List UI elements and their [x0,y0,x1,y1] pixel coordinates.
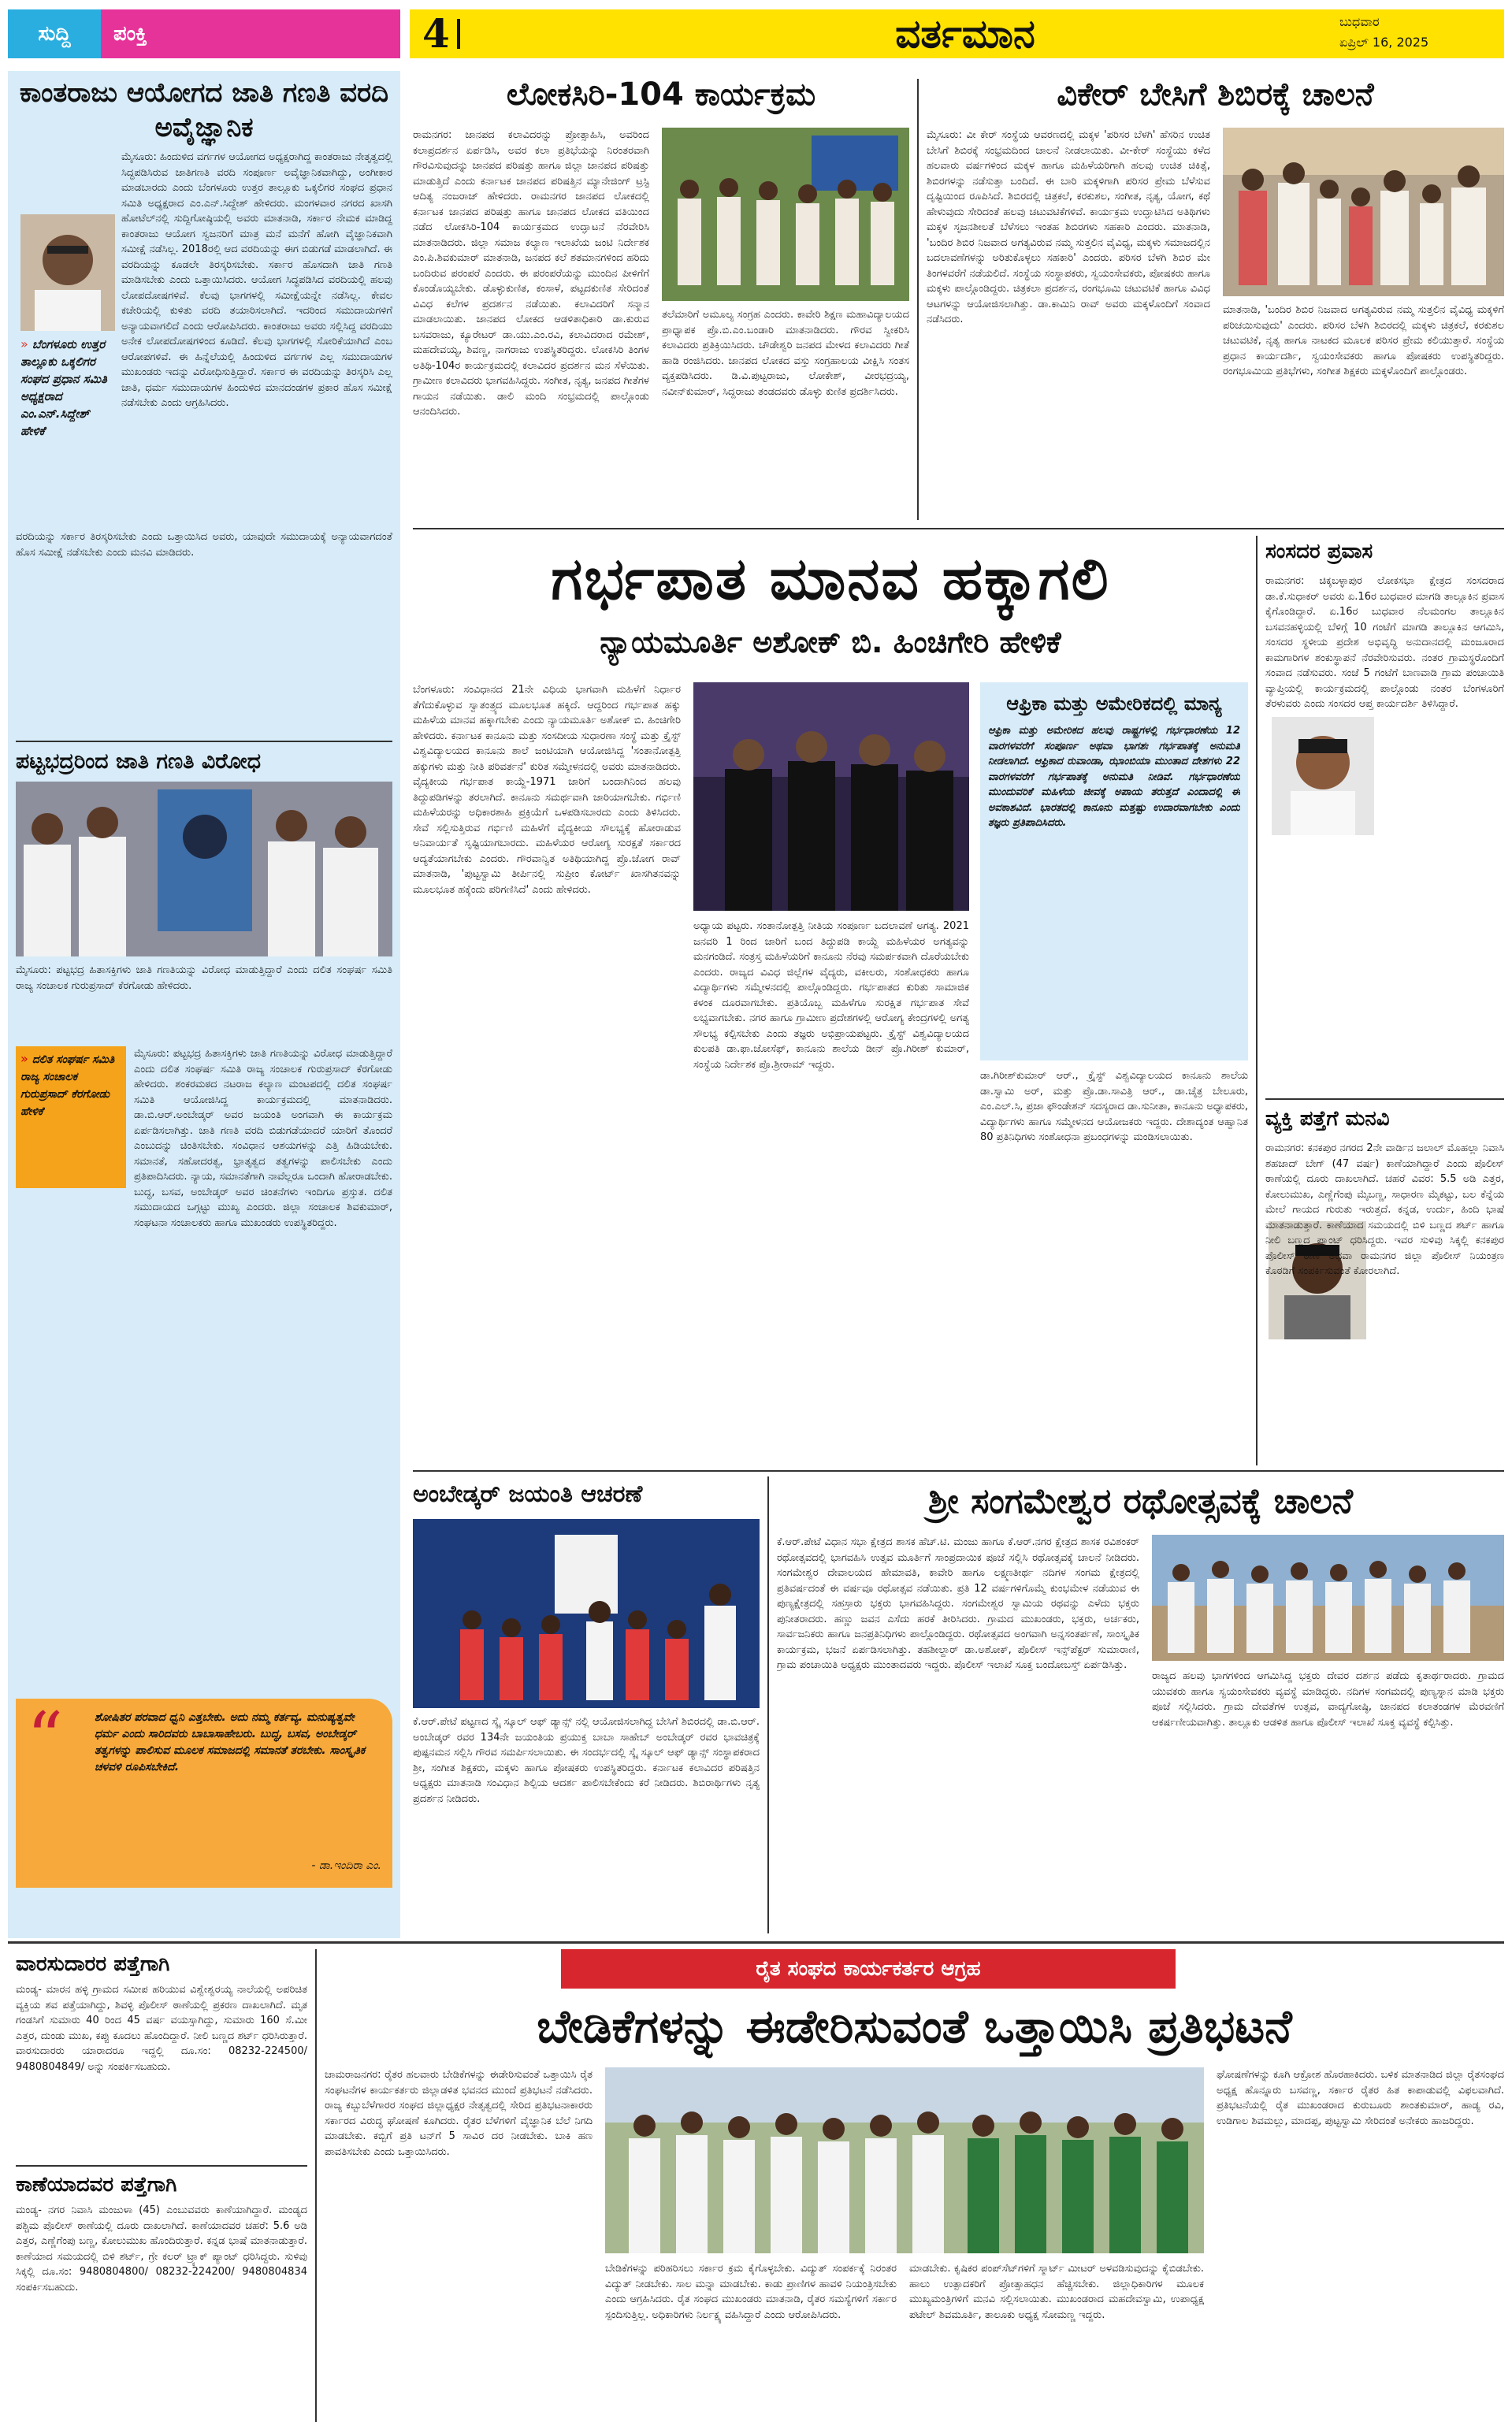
story-farmers [325,1949,1504,2422]
lokasiri-body: ರಾಮನಗರ: ಜಾನಪದ ಕಲಾವಿದರನ್ನು ಪ್ರೋತ್ಸಾಹಿಸಿ, ಅವರಿಂದ ಕಲಾಪ್ರದರ್ಶನ ಏರ್ಪಡಿಸಿ, ಅವರ ಕಲಾ ಪ್ರತಿಭೆಯನ್ನು ನಿರಂತರವಾಗಿ ಗೌರವಿಸುವುದನ್ನು ಜಾನಪದ ಪರಿಷತ್ತು ಹಾಗೂ ಜಿಲ್ಲಾ ಜಾನಪದ ಪರಿಷತ್ತು ಮಾಡುತ್ತಿದೆ ಎಂದು ಕರ್ನಾಟಕ ಜಾನಪದ ಪರಿಷತ್ತಿನ ಮ್ಯಾನೇಜಿಂಗ್ ಟ್ರಸ್ಟಿ ಆದಿತ್ಯ ನಂಜರಾಜ್ ಹೇಳಿದರು. ರಾಮನಗರ ಜಾನಪದ ಲೋಕದಲ್ಲಿ ಕರ್ನಾಟಕ ಜಾನಪದ ಪರಿಷತ್ತು ಹಾಗೂ ಜಾನಪದ ಲೋಕದ ವತಿಯಿಂದ ನಡೆದ ಲೋಕಸಿರಿ-104 ಕಾರ್ಯಕ್ರಮದ ಉದ್ಘಾಟನೆ ನೆರವೇರಿಸಿ ಮಾತನಾಡಿದರು. ಜಿಲ್ಲಾ ಸಮಾಜ ಕಲ್ಯಾಣ ಇಲಾಖೆಯ ಜಂಟಿ ನಿರ್ದೇಶಕ ಎಂ.ಪಿ.ಶಿವಕುಮಾರ್ ಮಾತನಾಡಿ, ಜನಪದ ಕಲೆ ಶತಮಾನಗಳಿಂದ ಹರಿದು ಬಂದಿರುವ ಪರಂಪರೆ ಎಂದರು. ಈ ಪರಂಪರೆಯನ್ನು ಮುಂದಿನ ಪೀಳಿಗೆಗೆ ಕೊಂಡೊಯ್ಯಬೇಕು. ಡೊಳ್ಳುಕುಣಿತ, ಕಂಸಾಳೆ, ಪಟ್ಟದಕುಣಿತ ಸೇರಿದಂತೆ ವಿವಿಧ ಕಲೆಗಳ ಪ್ರದರ್ಶನ ನಡೆಯಿತು. ಕಲಾವಿದರಿಗೆ ಸನ್ಮಾನ ಮಾಡಲಾಯಿತು. ಜಾನಪದ ಲೋಕದ ಆಡಳಿತಾಧಿಕಾರಿ ಡಾ.ಕುರುವ ಬಸವರಾಜು, ಕ್ಯೂರೇಟರ್ ಡಾ.ಯು.ಎಂ.ರವಿ, ಕಲಾವಿದರಾದ ರಮೇಶ್, ಮಹದೇವಯ್ಯ, ಶಿವಣ್ಣ, ನಾಗರಾಜು ಉಪಸ್ಥಿತರಿದ್ದರು. ಲೋಕಸಿರಿ ತಿಂಗಳ ಅತಿಥಿ-104ರ ಕಾರ್ಯಕ್ರಮದಲ್ಲಿ ಕಲಾವಿದರ ಪ್ರದರ್ಶನ ಮನ ಸೆಳೆಯಿತು. ಗ್ರಾಮೀಣ ಕಲಾವಿದರು ಭಾಗವಹಿಸಿದ್ದರು. ಸಂಗೀತ, ನೃತ್ಯ, ಜನಪದ ಗೀತೆಗಳ ಗಾಯನ ನಡೆಯಿತು. ಡಾಲಿ ಮಂದಿ ಸಂಭ್ರಮದಲ್ಲಿ ಪಾಲ್ಗೊಂಡು ಆನಂದಿಸಿದರು. [413,129,649,418]
kantharaju-photo [20,214,115,331]
sangameshwara-body-cont: ರಾಜ್ಯದ ಹಲವು ಭಾಗಗಳಿಂದ ಆಗಮಿಸಿದ್ದ ಭಕ್ತರು ದೇವರ ದರ್ಶನ ಪಡೆದು ಕೃತಾರ್ಥರಾದರು. ಗ್ರಾಮದ ಯುವಕರು ಹಾಗೂ ಸ್ವಯಂಸೇವಕರು ವ್ಯವಸ್ಥೆ ಮಾಡಿದ್ದರು. ನದಿಗಳ ಸಂಗಮದಲ್ಲಿ ಪುಣ್ಯಸ್ನಾನ ಮಾಡಿ ಭಕ್ತರು ಪೂಜೆ ಸಲ್ಲಿಸಿದರು. ಗ್ರಾಮ ದೇವತೆಗಳ ಉತ್ಸವ, ವಾದ್ಯಗೋಷ್ಠಿ, ಜಾನಪದ ಕಲಾತಂಡಗಳ ಮೆರವಣಿಗೆ ಆಕರ್ಷಣೀಯವಾಗಿತ್ತು. ತಾಲ್ಲೂಕು ಆಡಳಿತ ಹಾಗೂ ಪೊಲೀಸ್ ಇಲಾಖೆ ಸೂಕ್ತ ವ್ಯವಸ್ಥೆ ಕಲ್ಪಿಸಿತ್ತು. [1152,1670,1504,1729]
story-heirs [16,1949,307,2162]
masthead [0,0,1512,65]
story-kantharaju [16,76,392,737]
ambedkar-headline: ಅಂಬೇಡ್ಕರ್ ಜಯಂತಿ ಆಚರಣೆ [413,1480,643,1508]
abortion-body-3: ಡಾ.ಗಿರೀಶ್‌ಕುಮಾರ್ ಆರ್., ಕ್ರೈಸ್ಟ್ ವಿಶ್ವವಿದ್ಯಾಲಯದ ಕಾನೂನು ಶಾಲೆಯ ಡಾ.ಸ್ವಾಮಿ ಅರ್, ಮತ್ತು ಪ್ರೊ.ಡಾ.ಸಾವಿತ್ರಿ ಆರ್., ಡಾ.ಚೈತ್ರ ಬೇಲೂರು, ಎಂ.ಎಲ್.ಸಿ, ಪ್ರಜಾ ಫೌಂಡೇಶನ್ ಸದಸ್ಯರಾದ ಡಾ.ಸುನೀತಾ, ಕಾನೂನು ಅಧ್ಯಾಪಕರು, ವಿದ್ಯಾರ್ಥಿಗಳು ಹಾಗೂ ಸಮ್ಮೇಳನದ ಆಯೋಜಕರು ಇದ್ದರು. ದೇಶಾದ್ಯಂತ ಆಹ್ವಾನಿತ 80 ಪ್ರತಿನಿಧಿಗಳು ಸಂಶೋಧನಾ ಪ್ರಬಂಧಗಳನ್ನು ಮಂಡಿಸಲಾಯಿತು. [980,1070,1248,1143]
section-label-1: ಸುದ್ದಿ [8,9,101,58]
divider [8,1941,1504,1944]
story-vicar [927,71,1504,520]
farmers-body-1: ಚಾಮರಾಜನಗರ: ರೈತರ ಹಲವಾರು ಬೇಡಿಕೆಗಳನ್ನು ಈಡೇರಿಸುವಂತೆ ಒತ್ತಾಯಿಸಿ ರೈತ ಸಂಘಟನೆಗಳ ಕಾರ್ಯಕರ್ತರು ಜಿಲ್ಲಾಡಳಿತ ಭವನದ ಮುಂದೆ ಪ್ರತಿಭಟನೆ ನಡೆಸಿದರು. ರಾಜ್ಯ ಕಬ್ಬುಬೆಳೆಗಾರರ ಸಂಘದ ಜಿಲ್ಲಾಧ್ಯಕ್ಷರ ನೇತೃತ್ವದಲ್ಲಿ ಸೇರಿದ ಪ್ರತಿಭಟನಾಕಾರರು ಸರ್ಕಾರದ ವಿರುದ್ಧ ಘೋಷಣೆ ಕೂಗಿದರು. ರೈತರ ಬೆಳೆಗಳಿಗೆ ವೈಜ್ಞಾನಿಕ ಬೆಲೆ ನಿಗದಿ ಮಾಡಬೇಕು. ಕಬ್ಬಿಗೆ ಪ್ರತಿ ಟನ್‌ಗೆ 5 ಸಾವಿರ ದರ ನೀಡಬೇಕು. ಬಾಕಿ ಹಣ ಪಾವತಿಸಬೇಕು ಎಂದು ಒತ್ತಾಯಿಸಿದರು. [325,2069,593,2158]
sangameshwara-photo [1152,1535,1504,1661]
abortion-headline: ಗರ್ಭಪಾತ ಮಾನವ ಹಕ್ಕಾಗಲಿ [551,545,1110,613]
pattabhadra-body-a: ಮೈಸೂರು: ಪಟ್ಟಭದ್ರ ಹಿತಾಸಕ್ತಿಗಳು ಜಾತಿ ಗಣತಿಯನ್ನು ವಿರೋಧ ಮಾಡುತ್ತಿದ್ದಾರೆ ಎಂದು ದಲಿತ ಸಂಘರ್ಷ ಸಮಿತಿ ರಾಜ್ಯ ಸಂಚಾಲಕ ಗುರುಪ್ರಸಾದ್ ಕೆರಗೋಡು ಹೇಳಿದರು. [16,964,392,992]
abortion-body-2: ಅಧ್ಯಾಯ ಪಟ್ಟರು. ಸಂತಾನೋತ್ಪತ್ತಿ ನೀತಿಯ ಸಂಪೂರ್ಣ ಬದಲಾವಣೆ ಅಗತ್ಯ. 2021 ಜನವರಿ 1 ರಿಂದ ಜಾರಿಗೆ ಬಂದ ತಿದ್ದುಪಡಿ ಕಾಯ್ದೆ ಮಹಿಳೆಯರ ಅಗತ್ಯವನ್ನು ಮನಗಂಡಿದೆ. ಸಂತ್ರಸ್ತ ಮಹಿಳೆಯರಿಗೆ ಕಾನೂನು ನೆರವು ಸಮರ್ಪಕವಾಗಿ ದೊರೆಯಬೇಕು ಎಂದರು. ರಾಜ್ಯದ ವಿವಿಧ ಜಿಲ್ಲೆಗಳ ವೈದ್ಯರು, ವಕೀಲರು, ಸಂಶೋಧಕರು ಹಾಗೂ ವಿದ್ಯಾರ್ಥಿಗಳು ಸಮ್ಮೇಳನದಲ್ಲಿ ಪಾಲ್ಗೊಂಡಿದ್ದರು. ಗರ್ಭಪಾತದ ಕುರಿತು ಸಾಮಾಜಿಕ ಕಳಂಕ ದೂರವಾಗಬೇಕು. ಪ್ರತಿಯೊಬ್ಬ ಮಹಿಳೆಗೂ ಸುರಕ್ಷಿತ ಗರ್ಭಪಾತ ಸೇವೆ ಲಭ್ಯವಾಗಬೇಕು. ನಗರ ಹಾಗೂ ಗ್ರಾಮೀಣ ಪ್ರದೇಶಗಳಲ್ಲಿ ಆರೋಗ್ಯ ಕೇಂದ್ರಗಳಲ್ಲಿ ಅಗತ್ಯ ಸೌಲಭ್ಯ ಕಲ್ಪಿಸಬೇಕು ಎಂದು ತಜ್ಞರು ಅಭಿಪ್ರಾಯಪಟ್ಟರು. ಕ್ರೈಸ್ಟ್ ವಿಶ್ವವಿದ್ಯಾಲಯದ ಕುಲಪತಿ ಡಾ.ಫಾ.ಜೋಸೆಫ್, ಕಾನೂನು ಶಾಲೆಯ ಡೀನ್ ಪ್ರೊ.ಗಿರೀಶ್ ಕುಮಾರ್, ಸಂಸ್ಥೆಯ ನಿರ್ದೇಶಕ ಪ್ರೊ.ಶ್ರೀರಾಮ್ ಇದ್ದರು. [693,920,969,1071]
kantharaju-body: ಮೈಸೂರು: ಹಿಂದುಳಿದ ವರ್ಗಗಳ ಆಯೋಗದ ಅಧ್ಯಕ್ಷರಾಗಿದ್ದ ಕಾಂತರಾಜು ನೇತೃತ್ವದಲ್ಲಿ ಸಿದ್ಧಪಡಿಸಿರುವ ಜಾತಿಗಣತಿ ವರದಿ ಸಂಪೂರ್ಣ ಅವೈಜ್ಞಾನಿಕವಾಗಿದ್ದು, ಅಂಗೀಕಾರ ಮಾಡಬಾರದು ಎಂದು ಬೆಂಗಳೂರು ಉತ್ತರ ತಾಲ್ಲೂಕು ಒಕ್ಕಲಿಗರ ಸಂಘದ ಪ್ರಧಾನ ಸಮಿತಿ ಅಧ್ಯಕ್ಷರಾದ ಎಂ.ಎನ್.ಸಿದ್ದೇಶ್ ಹೇಳಿದರು. ಮಂಗಳವಾರ ನಗರದ ಖಾಸಗಿ ಹೋಟೆಲ್‌ನಲ್ಲಿ ಸುದ್ದಿಗೋಷ್ಠಿಯಲ್ಲಿ ಅವರು ಮಾತನಾಡಿ, ಸರ್ಕಾರ ನೇಮಕ ಮಾಡಿದ್ದ ಕಾಂತರಾಜು ಆಯೋಗ ಸ್ವಜನರಿಗೆ ಮಾತ್ರ ಮನೆ ಮನೆಗೆ ಹೋಗಿ ವೈಜ್ಞಾನಿಕವಾಗಿ ಸಮೀಕ್ಷೆ ನಡೆಸಿಲ್ಲ. 2018ರಲ್ಲಿ ಆದ ವರದಿಯನ್ನು ಈಗ ಬಿಡುಗಡೆ ಮಾಡಲಾಗಿದೆ. ಈ ವರದಿಯನ್ನು ಕೂಡಲೇ ತಿರಸ್ಕರಿಸಬೇಕು. ಸರ್ಕಾರ ಹೊಸದಾಗಿ ಜಾತಿ ಗಣತಿ ಮಾಡಿಸಬೇಕು ಎಂದು ಒತ್ತಾಯಿಸಿದರು. ಆಯೋಗ ಸಿದ್ಧಪಡಿಸಿದ ವರದಿಯಲ್ಲಿ ಹಲವು ಲೋಪದೋಷಗಳಿವೆ. ಕೆಲವು ಭಾಗಗಳಲ್ಲಿ ಸಮೀಕ್ಷೆಯನ್ನೇ ನಡೆಸಿಲ್ಲ. ಕೇವಲ ಕಚೇರಿಯಲ್ಲಿ ಕುಳಿತು ವರದಿ ತಯಾರಿಸಲಾಗಿದೆ. ಇದರಿಂದ ಸಮುದಾಯಗಳಿಗೆ ಅನ್ಯಾಯವಾಗಲಿದೆ ಎಂದು ಆರೋಪಿಸಿದರು. ಕಾಂತರಾಜು ಅವರು ಸಲ್ಲಿಸಿದ್ದ ವರದಿಯು ಅನೇಕ ಲೋಪದೋಷಗಳಿಂದ ಕೂಡಿದೆ. ಕೆಲವು ಭಾಗಗಳಲ್ಲಿ ಸೋರಿಕೆಯಾಗಿದೆ ಎಂಬ ಆರೋಪಗಳಿವೆ. ಈ ಹಿನ್ನೆಲೆಯಲ್ಲಿ ಹಿಂದುಳಿದ ವರ್ಗಗಳ ಎಲ್ಲ ಸಮುದಾಯಗಳ ಮುಖಂಡರು ಇದನ್ನು ವಿರೋಧಿಸುತ್ತಿದ್ದಾರೆ. ಸರ್ಕಾರ ಈ ವರದಿಯನ್ನು ತಿರಸ್ಕರಿಸಿ ಎಲ್ಲ ಜಾತಿ, ಧರ್ಮ ಸಮುದಾಯಗಳ ಹಿಂದುಳಿದ ಮಾನದಂಡಗಳ ಪ್ರಕಾರ ಹೊಸ ಸಮೀಕ್ಷೆ ನಡೆಸಬೇಕು ಎಂದು ಆಗ್ರಹಿಸಿದರು. [121,151,392,409]
lokasiri-photo [662,128,909,301]
abortion-sidebar [980,682,1248,1060]
pattabhadra-pullquote [16,1046,126,1188]
divider [1256,536,1258,1465]
page-number: 4 [422,10,450,57]
pattabhadra-body: ಮೈಸೂರು: ಪಟ್ಟಭದ್ರ ಹಿತಾಸಕ್ತಿಗಳು ಜಾತಿ ಗಣತಿಯನ್ನು ವಿರೋಧ ಮಾಡುತ್ತಿದ್ದಾರೆ ಎಂದು ದಲಿತ ಸಂಘರ್ಷ ಸಮಿತಿ ರಾಜ್ಯ ಸಂಚಾಲಕ ಗುರುಪ್ರಸಾದ್ ಕೆರಗೋಡು ಹೇಳಿದರು. ಶಂಕರಮಠದ ನಟರಾಜ ಕಲ್ಯಾಣ ಮಂಟಪದಲ್ಲಿ ದಲಿತ ಸಂಘರ್ಷ ಸಮಿತಿ ಆಯೋಜಿಸಿದ್ದ ಕಾರ್ಯಕ್ರಮದಲ್ಲಿ ಮಾತನಾಡಿದರು. ಡಾ.ಬಿ.ಆರ್.ಅಂಬೇಡ್ಕರ್ ಅವರ ಜಯಂತಿ ಅಂಗವಾಗಿ ಈ ಕಾರ್ಯಕ್ರಮ ಏರ್ಪಡಿಸಲಾಗಿತ್ತು. ಜಾತಿ ಗಣತಿ ವರದಿ ಬಿಡುಗಡೆಯಾದರೆ ಯಾರಿಗೆ ತೊಂದರೆ ಎಂಬುದನ್ನು ಚಿಂತಿಸಬೇಕು. ಸಂವಿಧಾನ ಆಶಯಗಳನ್ನು ಎತ್ತಿ ಹಿಡಿಯಬೇಕು. ಸಮಾನತೆ, ಸಹೋದರತ್ವ, ಭ್ರಾತೃತ್ವದ ತತ್ವಗಳನ್ನು ಪಾಲಿಸಬೇಕು ಎಂದು ಪ್ರತಿಪಾದಿಸಿದರು. ನ್ಯಾಯ, ಸಮಾನತೆಗಾಗಿ ನಾವೆಲ್ಲರೂ ಒಂದಾಗಿ ಹೋರಾಡಬೇಕು. ಬುದ್ಧ, ಬಸವ, ಅಂಬೇಡ್ಕರ್ ಅವರ ಚಿಂತನೆಗಳು ಇಂದಿಗೂ ಪ್ರಸ್ತುತ. ದಲಿತ ಸಮುದಾಯದ ಒಗ್ಗಟ್ಟು ಮುಖ್ಯ ಎಂದರು. ಜಿಲ್ಲಾ ಸಂಚಾಲಕ ಶಿವಕುಮಾರ್, ಸಂಘಟನಾ ಸಂಚಾಲಕರು ಹಾಗೂ ಮುಖಂಡರು ಉಪಸ್ಥಿತರಿದ್ದರು. [134,1048,392,1229]
abortion-subhead: ನ್ಯಾಯಮೂರ್ತಿ ಅಶೋಕ್ ಬಿ. ಹಿಂಚಿಗೇರಿ ಹೇಳಿಕೆ [600,625,1061,659]
divider [767,1476,769,1933]
missing-man-headline: ವ್ಯಕ್ತಿ ಪತ್ತೆಗೆ ಮನವಿ [1265,1107,1390,1131]
divider [413,528,1504,529]
heirs-headline: ವಾರಸುದಾರರ ಪತ್ತೆಗಾಗಿ [16,1952,170,1976]
divider [917,79,919,520]
heirs-body: ಮಂಡ್ಯ- ಮಾರನ ಹಳ್ಳಿ ಗ್ರಾಮದ ಸಮೀಪ ಹರಿಯುವ ವಿಶ್ವೇಶ್ವರಯ್ಯ ನಾಲೆಯಲ್ಲಿ ಅಪರಿಚಿತ ವ್ಯಕ್ತಿಯ ಶವ ಪತ್ತೆಯಾಗಿದ್ದು, ಶಿವಳ್ಳಿ ಪೊಲೀಸ್ ಠಾಣೆಯಲ್ಲಿ ಪ್ರಕರಣ ದಾಖಲಾಗಿದೆ. ಮೃತ ಗಂಡಸಿಗೆ ಸುಮಾರು 40 ರಿಂದ 45 ವರ್ಷ ವಯಸ್ಸಾಗಿದ್ದು, ಸುಮಾರು 160 ಸೆ.ಮೀ ಎತ್ತರ, ದುಂಡು ಮುಖ, ಕಪ್ಪು ಕೂದಲು ಹೊಂದಿದ್ದಾರೆ. ನೀಲಿ ಬಣ್ಣದ ಶರ್ಟ್ ಧರಿಸಿರುತ್ತಾರೆ. ವಾರಸುದಾರರು ಯಾರಾದರೂ ಇದ್ದಲ್ಲಿ ದೂ.ಸಂ: 08232-224500/ 9480804849/ ಅನ್ನು ಸಂಪರ್ಕಿಸಬಹುದು. [16,1984,307,2073]
masthead-date: ಏಪ್ರಿಲ್ 16, 2025 [1339,35,1429,50]
quote-mark-icon: “ [27,1697,64,1780]
quote-arrow-icon: » [20,1051,28,1066]
quote-arrow-icon: » [20,336,28,351]
abortion-sidebar-headline: ಆಫ್ರಿಕಾ ಮತ್ತು ಅಮೇರಿಕದಲ್ಲಿ ಮಾನ್ಯ [1006,693,1222,715]
story-mp-tour [1265,536,1504,1095]
page-number-bar [457,19,460,49]
ambedkar-body: ಕೆ.ಆರ್.ಪೇಟೆ ಪಟ್ಟಣದ ಸ್ಕೈ ಸ್ಕೂಲ್ ಆಫ್ ಡ್ಯಾನ್ಸ್ ನಲ್ಲಿ ಆಯೋಜಿಸಲಾಗಿದ್ದ ಬೇಸಿಗೆ ಶಿಬಿರದಲ್ಲಿ ಡಾ.ಬಿ.ಆರ್. ಅಂಬೇಡ್ಕರ್ ರವರ 134ನೇ ಜಯಂತಿಯ ಪ್ರಯುಕ್ತ ಬಾಬಾ ಸಾಹೇಬ್ ಅಂಬೇಡ್ಕರ್ ರವರ ಭಾವಚಿತ್ರಕ್ಕೆ ಪುಷ್ಪನಮನ ಸಲ್ಲಿಸಿ ಗೌರವ ಸಮರ್ಪಿಸಲಾಯಿತು. ಈ ಸಂದರ್ಭದಲ್ಲಿ ಸ್ಕೈ ಸ್ಕೂಲ್ ಆಫ್ ಡ್ಯಾನ್ಸ್ ಸಂಸ್ಥಾಪಕರಾದ ಶ್ರೀ, ಸಂಗೀತ ಶಿಕ್ಷಕರು, ಮಕ್ಕಳು ಹಾಗೂ ಪೋಷಕರು ಉಪಸ್ಥಿತರಿದ್ದರು. ಕರ್ನಾಟಕ ಕಲಾವಿದರ ಪರಿಷತ್ತಿನ ಅಧ್ಯಕ್ಷರು ಮಾತನಾಡಿ ಸಂವಿಧಾನ ಶಿಲ್ಪಿಯ ಆದರ್ಶ ಪಾಲಿಸಬೇಕೆಂದು ಕರೆ ನೀಡಿದರು. ಶಿಬಿರಾರ್ಥಿಗಳು ನೃತ್ಯ ಪ್ರದರ್ಶನ ನೀಡಿದರು. [413,1716,760,1805]
vicar-body: ಮೈಸೂರು: ವೀ ಕೇರ್ ಸಂಸ್ಥೆಯ ಆವರಣದಲ್ಲಿ ಮಕ್ಕಳ 'ಪರಿಸರ ಬೆಳಗಿ' ಹೆಸರಿನ ಉಚಿತ ಬೇಸಿಗೆ ಶಿಬಿರಕ್ಕೆ ಸಂಭ್ರಮದಿಂದ ಚಾಲನೆ ನೀಡಲಾಯಿತು. ವೀ-ಕೇರ್ ಸಂಸ್ಥೆಯು ಕಳೆದ ಹಲವಾರು ವರ್ಷಗಳಿಂದ ಮಕ್ಕಳ ಹಾಗೂ ಮಹಿಳೆಯರಿಗಾಗಿ ಹಲವು ಉಚಿತ ಚಿಕಿತ್ಸೆ, ಶಿಬಿರಗಳನ್ನು ನಡೆಸುತ್ತಾ ಬಂದಿದೆ. ಈ ಬಾರಿ ಮಕ್ಕಳಿಗಾಗಿ ಪರಿಸರ ಪ್ರೇಮ ಬೆಳೆಸುವ ದೃಷ್ಟಿಯಿಂದ ರೂಪಿಸಿದೆ. ಶಿಬಿರದಲ್ಲಿ ಚಿತ್ರಕಲೆ, ಕರಕುಶಲ, ಸಂಗೀತ, ನೃತ್ಯ, ಯೋಗ, ಕಥೆ ಹೇಳುವುದು ಸೇರಿದಂತೆ ಹಲವು ಚಟುವಟಿಕೆಗಳಿವೆ. ಕಾರ್ಯಕ್ರಮ ಉದ್ಘಾಟಿಸಿದ ಅತಿಥಿಗಳು ಮಕ್ಕಳ ಸೃಜನಶೀಲತೆ ಬೆಳೆಸಲು ಇಂತಹ ಶಿಬಿರಗಳು ಸಹಕಾರಿ ಎಂದರು. ಮಾತನಾಡಿ, 'ಬಂದಿರ ಶಿಬಿರ ನಿಜವಾದ ಅಗತ್ಯವಿರುವ ನಮ್ಮ ಸುತ್ತಲಿನ ವೈವಿಧ್ಯ, ಮಕ್ಕಳು ಸಮಾಜದಲ್ಲಿನ ಬದಲಾವಣೆಗಳನ್ನು ಅರಿತುಕೊಳ್ಳಲು ಸಹಕಾರಿ' ಎಂದರು. ಪರಿಸರ ಬೆಳಗಿ ಶಿಬಿರ ಮೇ ತಿಂಗಳವರೆಗೆ ನಡೆಯಲಿದೆ. ಸಂಸ್ಥೆಯ ಸಂಸ್ಥಾಪಕರು, ಸ್ವಯಂಸೇವಕರು, ಪೋಷಕರು ಹಾಗೂ ಮಕ್ಕಳು ಪಾಲ್ಗೊಂಡಿದ್ದರು. ಚಿತ್ರಕಲಾ ಪ್ರದರ್ಶನ, ರಂಗಭೂಮಿ ಚಟುವಟಿಕೆ ಹಾಗೂ ವಿವಿಧ ಆಟಗಳನ್ನು ಆಯೋಜಿಸಲಾಗಿತ್ತು. ಡಾ.ಕಾಮಿನಿ ರಾವ್ ಅವರು ಮಕ್ಕಳೊಂದಿಗೆ ಸಂವಾದ ನಡೆಸಿದರು. [927,129,1210,325]
lokasiri-headline: ಲೋಕಸಿರಿ-104 ಕಾರ್ಯಕ್ರಮ [506,76,816,113]
story-sangameshwara [777,1476,1504,1933]
missing-mandya-body: ಮಂಡ್ಯ- ನಗರ ನಿವಾಸಿ ಮಂಜುಳಾ (45) ಎಂಬುವವರು ಕಾಣೆಯಾಗಿದ್ದಾರೆ. ಮಂಡ್ಯದ ಪಶ್ಚಿಮ ಪೊಲೀಸ್ ಠಾಣೆಯಲ್ಲಿ ದೂರು ದಾಖಲಾಗಿದೆ. ಕಾಣೆಯಾದವರ ಚಹರೆ: 5.6 ಅಡಿ ಎತ್ತರ, ಎಣ್ಣೆಗೆಂಪು ಬಣ್ಣ, ಕೋಲುಮುಖ ಹೊಂದಿರುತ್ತಾರೆ. ಕನ್ನಡ ಭಾಷೆ ಮಾತನಾಡುತ್ತಾರೆ. ಕಾಣೆಯಾದ ಸಮಯದಲ್ಲಿ ಬಿಳಿ ಶರ್ಟ್, ಗ್ರೇ ಕಲರ್ ಟ್ರ್ಯಾಕ್ ಪ್ಯಾಂಟ್ ಧರಿಸಿದ್ದರು. ಸುಳಿವು ಸಿಕ್ಕಲ್ಲಿ ದೂ.ಸಂ: 9480804800/ 08232-224200/ 9480804834 ಸಂಪರ್ಕಿಸಬಹುದು. [16,2204,307,2293]
vicar-headline: ವಿಕೇರ್ ಬೇಸಿಗೆ ಶಿಬಿರಕ್ಕೆ ಚಾಲನೆ [1057,76,1374,113]
story-abortion [413,536,1248,1465]
story-missing-mandya [16,2170,307,2422]
section-label-box [8,9,400,58]
story-missing-man [1265,1103,1504,1465]
pattabhadra-pullquote-text: ದಲಿತ ಸಂಘರ್ಷ ಸಮಿತಿ ರಾಜ್ಯ ಸಂಚಾಲಕ ಗುರುಪ್ರಸಾದ್ ಕೆರಗೋಡು ಹೇಳಿಕೆ [20,1053,115,1118]
lokasiri-body-cont: ತಲೆಮಾರಿಗೆ ಅಮೂಲ್ಯ ಸಂಗ್ರಹ ಎಂದರು. ಕಾವೇರಿ ಶಿಕ್ಷಣ ಮಹಾವಿದ್ಯಾಲಯದ ಪ್ರಾಧ್ಯಾಪಕ ಪ್ರೊ.ಬಿ.ಎಂ.ಬಂಡಾರಿ ಮಾತನಾಡಿದರು. ಗೌರವ ಸ್ವೀಕರಿಸಿ ಕಲಾವಿದರು ಪ್ರತಿಕ್ರಿಯಿಸಿದರು. ಚೌಡೇಶ್ವರಿ ಜನಪದ ಮೇಳದ ಕಲಾವಿದರು ಗೀತೆ ಹಾಡಿ ರಂಜಿಸಿದರು. ಜಾನಪದ ಲೋಕದ ವಸ್ತು ಸಂಗ್ರಹಾಲಯ ವೀಕ್ಷಿಸಿ ಸಂತಸ ವ್ಯಕ್ತಪಡಿಸಿದರು. ಡಿ.ವಿ.ಪುಟ್ಟರಾಜು, ಲೋಕೇಶ್, ವೀರಭದ್ರಯ್ಯ, ನವೀನ್‌ಕುಮಾರ್, ಸಿದ್ದರಾಜು ತಂಡದವರು ಡೊಳ್ಳು ಕುಣಿತ ಪ್ರದರ್ಶಿಸಿದರು. [662,309,909,398]
farmers-photo [605,2067,1204,2253]
story-lokasiri [413,71,909,520]
kantharaju-pullquote-text: ಬೆಂಗಳೂರು ಉತ್ತರ ತಾಲ್ಲೂಕು ಒಕ್ಕಲಿಗರ ಸಂಘದ ಪ್ರಧಾನ ಸಮಿತಿ ಅಧ್ಯಕ್ಷರಾದ ಎಂ.ಎನ್.ಸಿದ್ದೇಶ್ ಹೇಳಿಕೆ [20,337,107,438]
divider [413,1470,1504,1472]
pattabhadra-quote-author: - ಡಾ.ಇಂದಿರಾ ಎಂ. [311,1859,381,1872]
abortion-photo [693,682,969,911]
abortion-body-1: ಬೆಂಗಳೂರು: ಸಂವಿಧಾನದ 21ನೇ ವಿಧಿಯ ಭಾಗವಾಗಿ ಮಹಿಳೆಗೆ ನಿರ್ಧಾರ ತೆಗೆದುಕೊಳ್ಳುವ ಸ್ವಾತಂತ್ರ್ಯದ ಮೂಲಭೂತ ಹಕ್ಕಿದೆ. ಆದ್ದರಿಂದ ಗರ್ಭಪಾತ ಹಕ್ಕು ಮಹಿಳೆಯ ಮಾನವ ಹಕ್ಕಾಗಬೇಕು ಎಂದು ನ್ಯಾಯಮೂರ್ತಿ ಅಶೋಕ್ ಬಿ. ಹಿಂಚಿಗೇರಿ ಹೇಳಿದರು. ಕರ್ನಾಟಕ ಕಾನೂನು ಮತ್ತು ಸಂಸದೀಯ ಸುಧಾರಣಾ ಸಂಸ್ಥೆ ಮತ್ತು ಕ್ರೈಸ್ಟ್ ವಿಶ್ವವಿದ್ಯಾಲಯದ ಕಾನೂನು ಶಾಲೆ ಜಂಟಿಯಾಗಿ ಆಯೋಜಿಸಿದ್ದ 'ಸಂತಾನೋತ್ಪತ್ತಿ ಹಕ್ಕುಗಳು ಮತ್ತು ನೀತಿ ಪರಿವರ್ತನೆ' ಕುರಿತ ಸಮ್ಮೇಳನದಲ್ಲಿ ಅವರು ಮಾತನಾಡಿದರು. ವೈದ್ಯಕೀಯ ಗರ್ಭಪಾತ ಕಾಯ್ದೆ-1971 ಜಾರಿಗೆ ಬಂದಾಗಿನಿಂದ ಹಲವು ತಿದ್ದುಪಡಿಗಳನ್ನು ತರಲಾಗಿದೆ. ಕಾನೂನು ಸಮರ್ಥವಾಗಿ ಜಾರಿಯಾಗಬೇಕು. ಗರ್ಭಿಣಿ ಮಹಿಳೆಯರನ್ನು ಅಧಿಕಾರಶಾಹಿ ಪ್ರಕ್ರಿಯೆಗೆ ಒಳಪಡಿಸಬಾರದು ಎಂದು ತಿಳಿಸಿದರು. ಸೇವೆ ಸಲ್ಲಿಸುತ್ತಿರುವ ಗರ್ಭಿಣಿ ಮಹಿಳೆಗೆ ವೈದ್ಯಕೀಯ ಸೌಲಭ್ಯಕ್ಕೆ ಹೋರಾಡುವ ಅನಿವಾರ್ಯತೆ ಸೃಷ್ಟಿಯಾಗಬಾರದು. ಮಹಿಳೆಯರ ಆರೋಗ್ಯ ಸುರಕ್ಷತೆ ಸರ್ಕಾರದ ಆದ್ಯತೆಯಾಗಬೇಕು ಎಂದರು. ಗೌರವಾನ್ವಿತ ಅತಿಥಿಯಾಗಿದ್ದ ಪ್ರೊ.ಜೋಗ ರಾವ್ ಮಾತನಾಡಿ, 'ಪುಟ್ಟಸ್ವಾಮಿ ತೀರ್ಪಿನಲ್ಲಿ ಸುಪ್ರೀಂ ಕೋರ್ಟ್ ಖಾಸಗಿತನವನ್ನು ಮೂಲಭೂತ ಹಕ್ಕೆಂದು ಪರಿಗಣಿಸಿದೆ' ಎಂದು ಹೇಳಿದರು. [413,684,681,896]
farmers-body-4: ಘೋಷಣೆಗಳನ್ನು ಕೂಗಿ ಆಕ್ರೋಶ ಹೊರಹಾಕಿದರು. ಬಳಿಕ ಮಾತನಾಡಿದ ಜಿಲ್ಲಾ ರೈತಸಂಘದ ಅಧ್ಯಕ್ಷ ಹೊನ್ನೂರು ಬಸವಣ್ಣ, ಸರ್ಕಾರ ರೈತರ ಹಿತ ಕಾಪಾಡುವಲ್ಲಿ ವಿಫಲವಾಗಿದೆ. ಪ್ರತಿಭಟನೆಯಲ್ಲಿ ರೈತ ಮುಖಂಡರಾದ ಕುರುಬೂರು ಶಾಂತಕುಮಾರ್, ಹಾಡ್ಯ ರವಿ, ಉಡಿಗಾಲ ಶಿವಮಲ್ಲು, ಮಾದಪ್ಪ, ಪುಟ್ಟಸ್ವಾಮಿ ಸೇರಿದಂತೆ ಅನೇಕರು ಹಾಜರಿದ್ದರು. [1217,2069,1504,2127]
vicar-photo [1223,128,1504,296]
kantharaju-body-cont: ವರದಿಯನ್ನು ಸರ್ಕಾರ ತಿರಸ್ಕರಿಸಬೇಕು ಎಂದು ಒತ್ತಾಯಿಸಿದ ಅವರು, ಯಾವುದೇ ಸಮುದಾಯಕ್ಕೆ ಅನ್ಯಾಯವಾಗದಂತೆ ಹೊಸ ಸಮೀಕ್ಷೆ ನಡೆಸಬೇಕು ಎಂದು ಮನವಿ ಮಾಡಿದರು. [16,531,392,559]
divider [16,741,392,742]
mp-tour-headline: ಸಂಸದರ ಪ್ರವಾಸ [1265,540,1373,563]
vicar-body-cont: ಮಾತನಾಡಿ, 'ಬಂದಿರ ಶಿಬಿರ ನಿಜವಾದ ಅಗತ್ಯವಿರುವ ನಮ್ಮ ಸುತ್ತಲಿನ ವೈವಿಧ್ಯ ಮಕ್ಕಳಿಗೆ ಪರಿಚಯಿಸುವುದು' ಎಂದರು. ಪರಿಸರ ಬೆಳಗಿ ಶಿಬಿರದಲ್ಲಿ ಮಕ್ಕಳು ಚಿತ್ರಕಲೆ, ಕರಕುಶಲ ಚಟುವಟಿಕೆ, ನೃತ್ಯ ಹಾಗೂ ನಾಟಕದ ಮೂಲಕ ಪರಿಸರ ಪ್ರೇಮ ಕಲಿಯುತ್ತಾರೆ. ಸಂಸ್ಥೆಯ ಪ್ರಧಾನ ಕಾರ್ಯದರ್ಶಿ, ಸ್ವಯಂಸೇವಕರು ಹಾಗೂ ಪೋಷಕರು ಉಪಸ್ಥಿತರಿದ್ದರು. ರಂಗಭೂಮಿಯ ಪ್ರತಿಭೆಗಳು, ಸಂಗೀತ ಶಿಕ್ಷಕರು ಮಕ್ಕಳೊಂದಿಗೆ ಪಾಲ್ಗೊಂಡರು. [1223,304,1504,377]
farmers-headline: ಬೇಡಿಕೆಗಳನ್ನು ಈಡೇರಿಸುವಂತೆ ಒತ್ತಾಯಿಸಿ ಪ್ರತಿಭಟನೆ [537,2000,1292,2053]
divider [315,1949,317,2422]
mp-tour-body: ರಾಮನಗರ: ಚಿಕ್ಕಬಳ್ಳಾಪುರ ಲೋಕಸಭಾ ಕ್ಷೇತ್ರದ ಸಂಸದರಾದ ಡಾ.ಕೆ.ಸುಧಾಕರ್ ಅವರು ಏ.16ರ ಬುಧವಾರ ಮಾಗಡಿ ತಾಲ್ಲೂಕಿನ ಪ್ರವಾಸ ಕೈಗೊಂಡಿದ್ದಾರೆ. ಏ.16ರ ಬುಧವಾರ ನೆಲಮಂಗಲ ತಾಲ್ಲೂಕಿನ ಬಸವನಹಳ್ಳಿಯಲ್ಲಿ ಬೆಳಿಗ್ಗೆ 10 ಗಂಟೆಗೆ ಮಾಗಡಿ ತಾಲ್ಲೂಕಿನ ಆಗಮಿಸಿ, ಸಂಸದರ ಸ್ಥಳೀಯ ಪ್ರದೇಶ ಅಭಿವೃದ್ಧಿ ಅನುದಾನದಲ್ಲಿ ಮಂಜೂರಾದ ಕಾಮಗಾರಿಗಳ ಶಂಕುಸ್ಥಾಪನೆ ನೆರವೇರಿಸುವರು. ನಂತರ ಗ್ರಾಮಸ್ಥರೊಂದಿಗೆ ಸಂವಾದ ನಡೆಸುವರು. ಸಂಜೆ 5 ಗಂಟೆಗೆ ಬಾಣವಾಡಿ ಗ್ರಾಮ ಪಂಚಾಯಿತಿ ವ್ಯಾಪ್ತಿಯಲ್ಲಿ ಕಾರ್ಯಕ್ರಮದಲ್ಲಿ ಪಾಲ್ಗೊಂಡು ನಂತರ ಬೆಂಗಳೂರಿಗೆ ತೆರಳುವರು ಎಂದು ಸಂಸದರ ಆಪ್ತ ಕಾರ್ಯದರ್ಶಿ ತಿಳಿಸಿದ್ದಾರೆ. [1265,575,1504,710]
masthead-day: ಬುಧವಾರ [1339,14,1380,29]
section-label-2: ಪಂಕ್ತಿ [101,9,400,58]
pattabhadra-quote-box [16,1699,392,1888]
farmers-body-2: ಬೇಡಿಕೆಗಳನ್ನು ಪರಿಹರಿಸಲು ಸರ್ಕಾರ ಕ್ರಮ ಕೈಗೊಳ್ಳಬೇಕು. ವಿದ್ಯುತ್ ಸಂಪರ್ಕಕ್ಕೆ ನಿರಂತರ ವಿದ್ಯುತ್ ನೀಡಬೇಕು. ಸಾಲ ಮನ್ನಾ ಮಾಡಬೇಕು. ಕಾಡು ಪ್ರಾಣಿಗಳ ಹಾವಳಿ ನಿಯಂತ್ರಿಸಬೇಕು ಎಂದು ಆಗ್ರಹಿಸಿದರು. ರೈತ ಸಂಘದ ಮುಖಂಡರು ಮಾತನಾಡಿ, ರೈತರ ಸಮಸ್ಯೆಗಳಿಗೆ ಸರ್ಕಾರ ಸ್ಪಂದಿಸುತ್ತಿಲ್ಲ. ಅಧಿಕಾರಿಗಳು ನಿರ್ಲಕ್ಷ್ಯ ವಹಿಸಿದ್ದಾರೆ ಎಂದು ಆರೋಪಿಸಿದರು. [605,2263,897,2321]
kantharaju-headline: ಕಾಂತರಾಜು ಆಯೋಗದ ಜಾತಿ ಗಣತಿ ವರದಿ ಅವೈಜ್ಞಾನಿಕ [19,77,389,143]
missing-man-body: ರಾಮನಗರ: ಕನಕಪುರ ನಗರದ 2ನೇ ವಾರ್ಡಿನ ಜಲಾಲ್ ಮೊಹಲ್ಲಾ ನಿವಾಸಿ ಶಹಜಾದ್ ಬೇಗ್ (47 ವರ್ಷ) ಕಾಣೆಯಾಗಿದ್ದಾರೆ ಎಂದು ಪೊಲೀಸ್ ಠಾಣೆಯಲ್ಲಿ ದೂರು ದಾಖಲಾಗಿದೆ. ಚಹರೆ ವಿವರ: 5.5 ಅಡಿ ಎತ್ತರ, ಕೋಲುಮುಖ, ಎಣ್ಣೆಗೆಂಪು ಮೈಬಣ್ಣ, ಸಾಧಾರಣ ಮೈಕಟ್ಟು, ಬಲ ಕೆನ್ನೆಯ ಮೇಲೆ ಗಾಯದ ಗುರುತು ಇರುತ್ತದೆ. ಕನ್ನಡ, ಉರ್ದು, ಹಿಂದಿ ಭಾಷೆ ಮಾತನಾಡುತ್ತಾರೆ. ಕಾಣೆಯಾದ ಸಮಯದಲ್ಲಿ ಬಿಳಿ ಬಣ್ಣದ ಶರ್ಟ್ ಹಾಗೂ ನೀಲಿ ಬಣ್ಣದ ಪ್ಯಾಂಟ್ ಧರಿಸಿದ್ದರು. ಇವರ ಸುಳಿವು ಸಿಕ್ಕಲ್ಲಿ ಕನಕಪುರ ಪೊಲೀಸ್ ಠಾಣೆ ಅಥವಾ ರಾಮನಗರ ಜಿಲ್ಲಾ ಪೊಲೀಸ್ ನಿಯಂತ್ರಣ ಕೊಠಡಿಗೆ ಸಂಪರ್ಕಿಸುವಂತೆ ಕೋರಲಾಗಿದೆ. [1265,1142,1504,1277]
kantharaju-pullquote [20,336,115,517]
farmers-kicker: ರೈತ ಸಂಘದ ಕಾರ್ಯಕರ್ತರ ಆಗ್ರಹ [561,1949,1176,1989]
sangameshwara-headline: ಶ್ರೀ ಸಂಗಮೇಶ್ವರ ರಥೋತ್ಸವಕ್ಕೆ ಚಾಲನೆ [928,1481,1353,1521]
sangameshwara-body: ಕೆ.ಆರ್.ಪೇಟೆ ವಿಧಾನ ಸಭಾ ಕ್ಷೇತ್ರದ ಶಾಸಕ ಹೆಚ್.ಟಿ. ಮಂಜು ಹಾಗೂ ಕೆ.ಆರ್.ನಗರ ಕ್ಷೇತ್ರದ ಶಾಸಕ ರವಿಶಂಕರ್ ರಥೋತ್ಸವದಲ್ಲಿ ಭಾಗವಹಿಸಿ ಉತ್ಸವ ಮೂರ್ತಿಗೆ ಸಾಂಪ್ರದಾಯಿಕ ಪೂಜೆ ಸಲ್ಲಿಸಿ ರಥೋತ್ಸವಕ್ಕೆ ಚಾಲನೆ ನೀಡಿದರು. ಸಂಗಮೇಶ್ವರ ದೇವಾಲಯದ ಹೇಮಾವತಿ, ಕಾವೇರಿ ಹಾಗೂ ಲಕ್ಷ್ಮಣತೀರ್ಥ ನದಿಗಳ ಸಂಗಮ ಕ್ಷೇತ್ರದಲ್ಲಿ ಪ್ರತಿವರ್ಷದಂತೆ ಈ ವರ್ಷವೂ ರಥೋತ್ಸವ ನಡೆಯಿತು. ಪ್ರತಿ 12 ವರ್ಷಗಳಿಗೊಮ್ಮೆ ಕುಂಭಮೇಳ ನಡೆಯುವ ಈ ಪುಣ್ಯಕ್ಷೇತ್ರದಲ್ಲಿ ಸಹಸ್ರಾರು ಭಕ್ತರು ಭಾಗವಹಿಸಿದ್ದರು. ಸಂಗಮೇಶ್ವರ ಸ್ವಾಮಿಯ ರಥವನ್ನು ಎಳೆದು ಭಕ್ತರು ಪುನೀತರಾದರು. ಹಣ್ಣು ಜವನ ಎಸೆದು ಹರಕೆ ತೀರಿಸಿದರು. ಗ್ರಾಮದ ಮುಖಂಡರು, ಭಕ್ತರು, ಅರ್ಚಕರು, ಸಾರ್ವಜನಿಕರು ಹಾಗೂ ಜನಪ್ರತಿನಿಧಿಗಳು ಪಾಲ್ಗೊಂಡಿದ್ದರು. ರಥೋತ್ಸವದ ಅಂಗವಾಗಿ ಅನ್ನಸಂತರ್ಪಣೆ, ಸಾಂಸ್ಕೃತಿಕ ಕಾರ್ಯಕ್ರಮ, ಭಜನೆ ಏರ್ಪಡಿಸಲಾಗಿತ್ತು. ತಹಶೀಲ್ದಾರ್ ಡಾ.ಅಶೋಕ್, ಪೊಲೀಸ್ ಇನ್ಸ್‌ಪೆಕ್ಟರ್ ಸುಮಾರಾಣಿ, ಗ್ರಾಮ ಪಂಚಾಯಿತಿ ಅಧ್ಯಕ್ಷರು ಮುಂತಾದವರು ಇದ್ದರು. ಪೊಲೀಸ್ ಇಲಾಖೆ ಸೂಕ್ತ ಬಂದೋಬಸ್ತ್ ಏರ್ಪಡಿಸಿತ್ತು. [777,1536,1139,1671]
story-ambedkar [413,1476,760,1933]
paper-name: ವರ್ತಮಾನ [895,10,1035,57]
farmers-body-3: ಮಾಡಬೇಕು. ಕೃಷಿಕರ ಪಂಪ್‌ಸೆಟ್‌ಗಳಿಗೆ ಸ್ಮಾರ್ಟ್ ಮೀಟರ್ ಅಳವಡಿಸುವುದನ್ನು ಕೈಬಿಡಬೇಕು. ಹಾಲು ಉತ್ಪಾದಕರಿಗೆ ಪ್ರೋತ್ಸಾಹಧನ ಹೆಚ್ಚಿಸಬೇಕು. ಜಿಲ್ಲಾಧಿಕಾರಿಗಳ ಮೂಲಕ ಮುಖ್ಯಮಂತ್ರಿಗಳಿಗೆ ಮನವಿ ಸಲ್ಲಿಸಲಾಯಿತು. ಮುಖಂಡರಾದ ಮಹದೇವಸ್ವಾಮಿ, ಉಪಾಧ್ಯಕ್ಷ ಪಟೇಲ್ ಶಿವಮೂರ್ತಿ, ತಾಲೂಕು ಅಧ್ಯಕ್ಷ ಸೋಮಣ್ಣ ಇದ್ದರು. [909,2263,1204,2321]
ambedkar-photo [413,1519,760,1708]
divider [16,2165,307,2167]
pattabhadra-photo [16,782,392,956]
pattabhadra-headline: ಪಟ್ಟಭದ್ರರಿಂದ ಜಾತಿ ಗಣತಿ ವಿರೋಧ [16,749,262,774]
pattabhadra-quote-text: ಶೋಷಿತರ ಪರವಾದ ಧ್ವನಿ ಎತ್ತಬೇಕು. ಅದು ನಮ್ಮ ಕರ್ತವ್ಯ. ಮನುಷ್ಯತ್ವವೇ ಧರ್ಮ ಎಂದು ಸಾರಿದವರು ಬಾಬಾಸಾಹೇಬರು. ಬುದ್ಧ, ಬಸವ, ಅಂಬೇಡ್ಕರ್ ತತ್ವಗಳನ್ನು ಪಾಲಿಸುವ ಮೂಲಕ ಸಮಾಜದಲ್ಲಿ ಸಮಾನತೆ ತರಬೇಕು. ಸಾಂಸ್ಕೃತಿಕ ಚಳವಳಿ ರೂಪಿಸಬೇಕಿದೆ. [95,1711,366,1773]
abortion-sidebar-body: ಆಫ್ರಿಕಾ ಮತ್ತು ಅಮೇರಿಕದ ಹಲವು ರಾಷ್ಟ್ರಗಳಲ್ಲಿ ಗರ್ಭಧಾರಣೆಯ 12 ವಾರಗಳವರೆಗೆ ಸಂಪೂರ್ಣ ಅಥವಾ ಭಾಗಶಃ ಗರ್ಭಪಾತಕ್ಕೆ ಅನುಮತಿ ನೀಡಲಾಗಿದೆ. ಆಫ್ರಿಕಾದ ರುವಾಂಡಾ, ಝಾಂಬಿಯಾ ಮುಂತಾದ ದೇಶಗಳು 22 ವಾರಗಳವರೆಗೆ ಗರ್ಭಪಾತಕ್ಕೆ ಅನುಮತಿ ನೀಡಿವೆ. ಗರ್ಭಧಾರಣೆಯ ಮುಂದುವರಿಕೆ ಮಹಿಳೆಯ ಜೀವಕ್ಕೆ ಅಪಾಯ ತರುತ್ತದೆ ಎಂದಾದಲ್ಲಿ ಈ ಅವಕಾಶವಿದೆ. ಭಾರತದಲ್ಲಿ ಕಾನೂನು ಮತ್ತಷ್ಟು ಉದಾರವಾಗಬೇಕು ಎಂದು ತಜ್ಞರು ಪ್ರತಿಪಾದಿಸಿದರು. [988,725,1240,829]
story-pattabhadra [16,747,392,1929]
missing-mandya-headline: ಕಾಣೆಯಾದವರ ಪತ್ತೆಗಾಗಿ [16,2173,177,2197]
divider [1265,1098,1504,1100]
